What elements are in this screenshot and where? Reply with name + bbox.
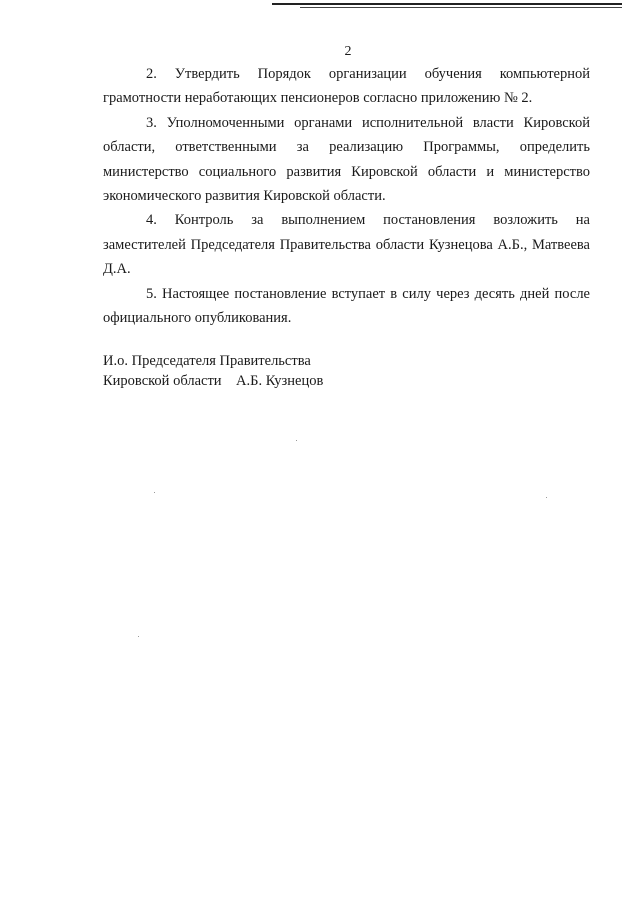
signatory-region-and-name: Кировской области А.Б. Кузнецов [103, 373, 324, 389]
paragraph-item-4: 4. Контроль за выполнением постановления возложить на заместителей Председателя Правительства области Кузнецова А.Б., Матвеева Д.А. [103, 212, 590, 278]
scan-speck [154, 492, 155, 493]
paragraph-item-3: 3. Уполномоченными органами исполнительной власти Кировской области, ответственными за реализацию Программы, определить министерство социального развития Кировской области и министерство экономического развития Кировской области. [103, 114, 590, 205]
header-rule-thin [300, 7, 622, 8]
scan-speck [138, 636, 139, 637]
header-rule [272, 3, 622, 5]
scan-speck [296, 440, 297, 441]
scan-speck [546, 497, 547, 498]
document-body [103, 62, 590, 330]
paragraph-item-5: 5. Настоящее постановление вступает в силу через десять дней после официального опубликования. [103, 285, 590, 327]
signatory-title: И.о. Председателя Правительства [103, 353, 311, 369]
signature-block [103, 351, 323, 391]
page-number: 2 [344, 44, 352, 59]
paragraph-item-2: 2. Утвердить Порядок организации обучения компьютерной грамотности неработающих пенсионеров согласно приложению № 2. [103, 66, 590, 107]
